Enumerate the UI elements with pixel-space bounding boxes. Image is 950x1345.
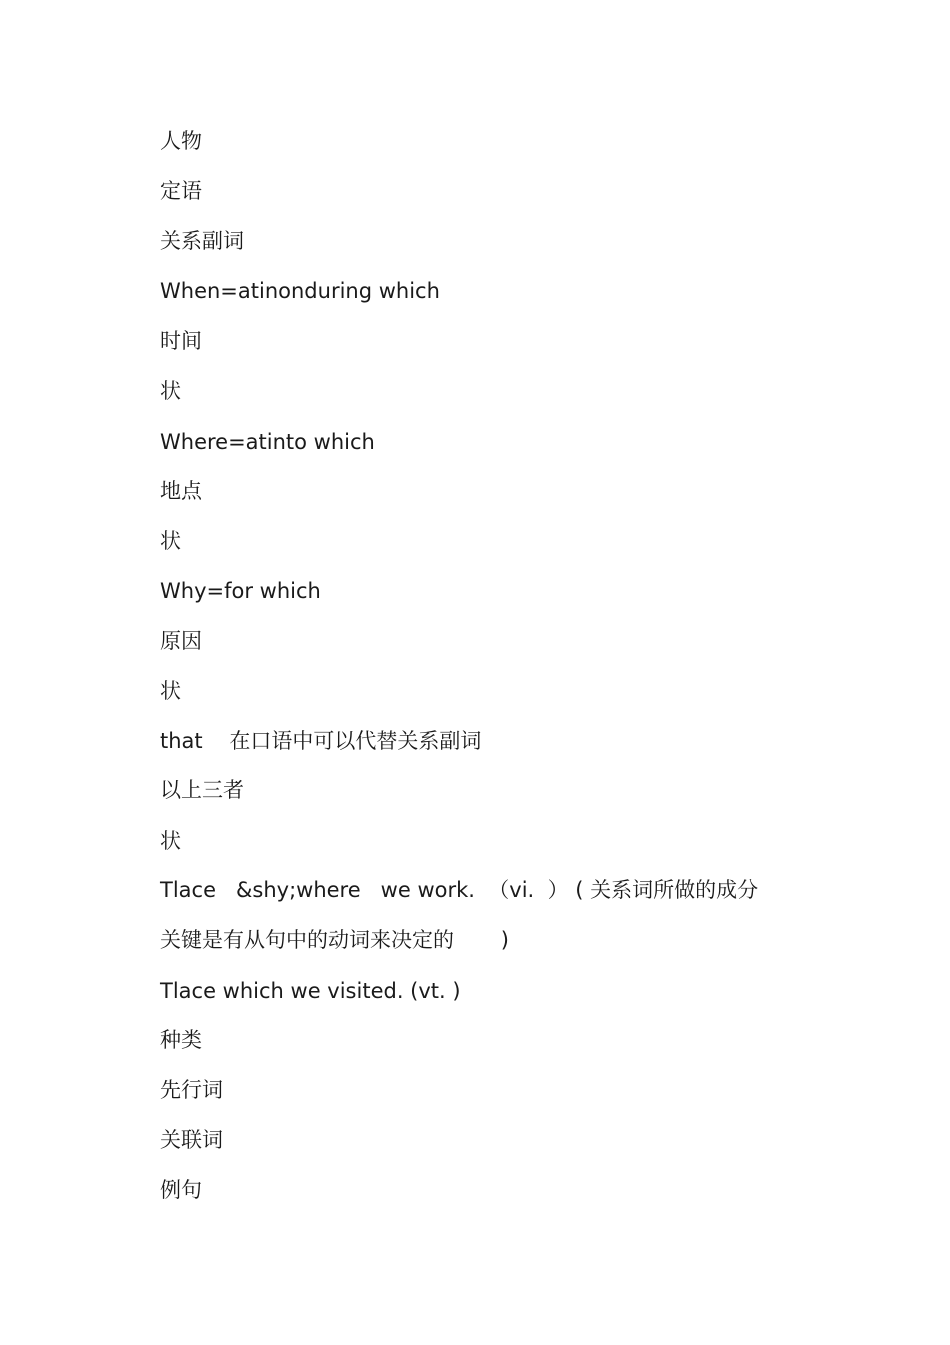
text-line: that 在口语中可以代替关系副词 [160, 729, 482, 753]
text-line: 人物 [160, 129, 202, 153]
text-line: 关系副词 [160, 229, 244, 253]
text-line: Why=for which [160, 579, 321, 603]
text-line: 状 [160, 379, 181, 403]
text-line: When=atinonduring which [160, 279, 440, 303]
text-line: 状 [160, 529, 181, 553]
text-line: 状 [160, 679, 181, 703]
text-line: 状 [160, 829, 181, 853]
text-line: Tlace which we visited. (vt. ) [160, 979, 461, 1003]
text-line: Tlace &shy;where we work. （vi. ） ( 关系词所做的成分 [160, 878, 759, 902]
text-line: 关键是有从句中的动词来决定的 ) [160, 928, 509, 952]
text-line: 时间 [160, 329, 202, 353]
text-line: 例句 [160, 1178, 202, 1202]
text-line: 先行词 [160, 1078, 223, 1102]
text-line: 原因 [160, 629, 202, 653]
text-line: 关联词 [160, 1128, 223, 1152]
text-line: 地点 [160, 479, 202, 503]
text-line: 以上三者 [160, 778, 244, 802]
text-line: 种类 [160, 1028, 202, 1052]
text-line: Where=atinto which [160, 430, 375, 454]
text-line: 定语 [160, 179, 202, 203]
